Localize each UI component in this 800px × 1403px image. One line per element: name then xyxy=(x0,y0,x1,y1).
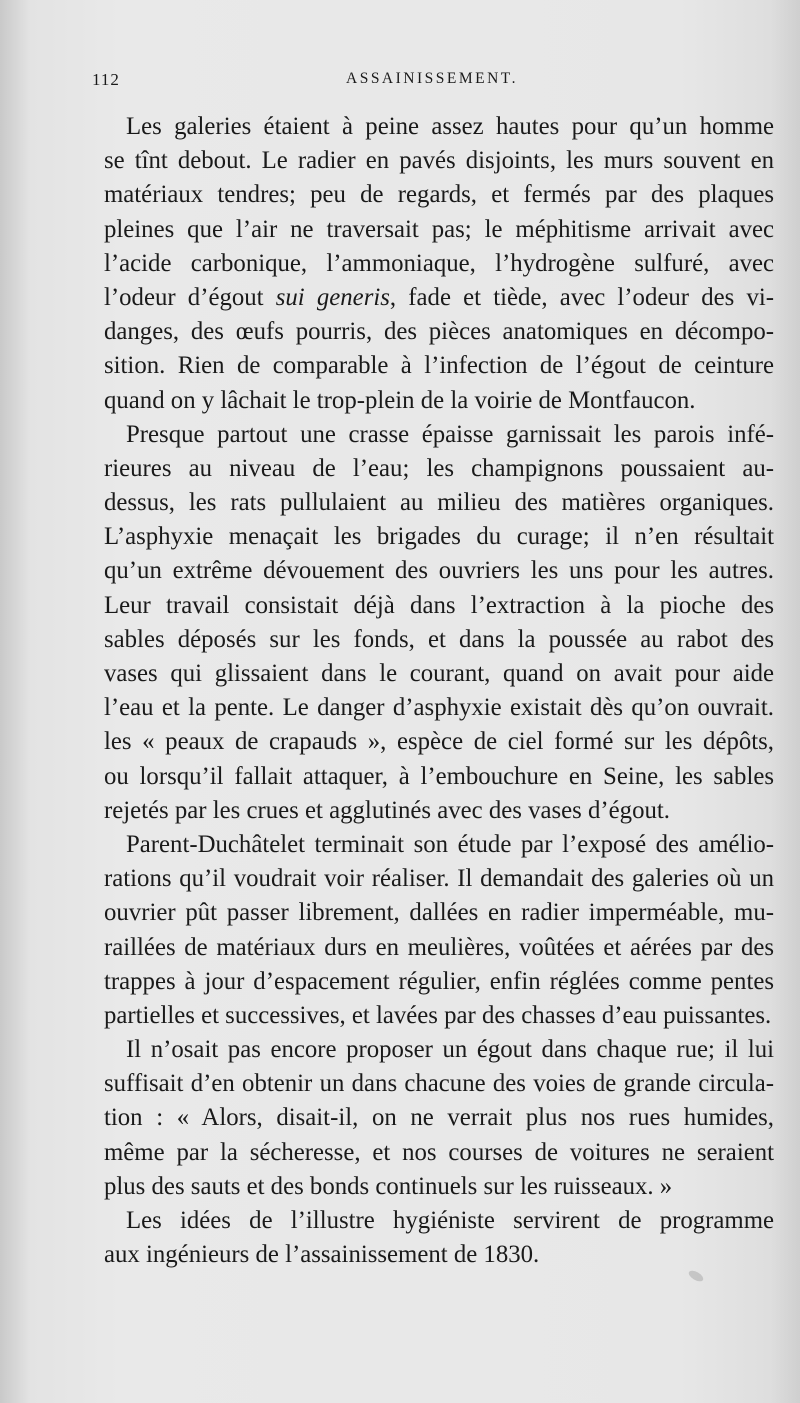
text-line: suffisait d’en obtenir un dans chacune des voies de grande circula- xyxy=(104,1070,774,1098)
text-line: se tînt debout. Le radier en pavés disjoints, les murs souvent en xyxy=(104,147,774,175)
text-line: dessus, les rats pullulaient au milieu des matières organiques. xyxy=(104,489,774,517)
text-line: matériaux tendres; peu de regards, et fermés par des plaques xyxy=(104,181,774,209)
text-line: rieures au niveau de l’eau; les champignons poussaient au- xyxy=(104,454,774,482)
text-line: les « peaux de crapauds », espèce de ciel formé sur les dépôts, xyxy=(104,728,774,756)
paragraph xyxy=(104,1204,774,1272)
text-line: rejetés par les crues et agglutinés avec des vases d’égout. xyxy=(104,796,670,824)
text-line: Il n’osait pas encore proposer un égout dans chaque rue; il lui xyxy=(126,1036,774,1064)
text-line: Les galeries étaient à peine assez hautes pour qu’un homme xyxy=(126,113,774,140)
text-segment: l’odeur d’égout xyxy=(104,283,276,311)
text-line: raillées de matériaux durs en meulières, voûtées et aérées par des xyxy=(104,933,774,961)
paragraph xyxy=(104,828,774,1033)
page-header xyxy=(92,70,772,100)
page-number: 112 xyxy=(92,70,120,89)
text-line: partielles et successives, et lavées par des chasses d’eau puissantes. xyxy=(104,1001,772,1029)
paragraph xyxy=(104,1033,774,1204)
text-line: danges, des œufs pourris, des pièces anatomiques en décompo- xyxy=(104,318,774,346)
text-line xyxy=(104,281,774,315)
text-line: pleines que l’air ne traversait pas; le méphitisme arrivait avec xyxy=(104,215,774,243)
text-line: quand on y lâchait le trop-plein de la voirie de Montfaucon. xyxy=(104,386,696,414)
text-line: trappes à jour d’espacement régulier, enfin réglées comme pentes xyxy=(104,967,774,995)
text-line: sition. Rien de comparable à l’infection de l’égout de ceinture xyxy=(104,352,774,380)
text-line: ou lorsqu’il fallait attaquer, à l’embouchure en Seine, les sables xyxy=(104,762,774,790)
text-line: l’eau et la pente. Le danger d’asphyxie existait dès qu’on ouvrait. xyxy=(104,694,774,722)
running-head: ASSAINISSEMENT. xyxy=(346,70,518,87)
text-line: qu’un extrême dévouement des ouvriers les uns pour les autres. xyxy=(104,557,774,585)
text-line: vases qui glissaient dans le courant, quand on avait pour aide xyxy=(104,660,774,687)
text-line: même par la sécheresse, et nos courses de voitures ne seraient xyxy=(104,1138,774,1166)
text-line: Presque partout une crasse épaisse garnissait les parois infé- xyxy=(126,420,774,448)
text-line: ouvrier pût passer librement, dallées en radier imperméable, mu- xyxy=(104,899,774,927)
italic-phrase: sui generis xyxy=(275,283,390,311)
text-line: rations qu’il voudrait voir réaliser. Il demandait des galeries où un xyxy=(104,865,774,893)
paragraph xyxy=(104,110,774,418)
body-text xyxy=(104,110,774,1272)
text-line: L’asphyxie menaçait les brigades du curage; il n’en résultait xyxy=(104,523,774,551)
paragraph xyxy=(104,418,774,828)
text-line: Les idées de l’illustre hygiéniste servirent de programme xyxy=(126,1207,774,1234)
text-segment: , fade et tiède, avec l’odeur des vi- xyxy=(389,283,775,311)
text-line: Leur travail consistait déjà dans l’extraction à la pioche des xyxy=(104,591,774,619)
text-line: tion : « Alors, disait-il, on ne verrait plus nos rues humides, xyxy=(104,1104,774,1132)
text-line: l’acide carbonique, l’ammoniaque, l’hydrogène sulfuré, avec xyxy=(104,249,774,277)
text-line: sables déposés sur les fonds, et dans la poussée au rabot des xyxy=(104,625,774,653)
text-line: aux ingénieurs de l’assainissement de 1830. xyxy=(104,1241,540,1269)
text-line: Parent-Duchâtelet terminait son étude par l’exposé des amélio- xyxy=(126,830,774,858)
text-line: plus des sauts et des bonds continuels sur les ruisseaux. » xyxy=(104,1172,673,1200)
